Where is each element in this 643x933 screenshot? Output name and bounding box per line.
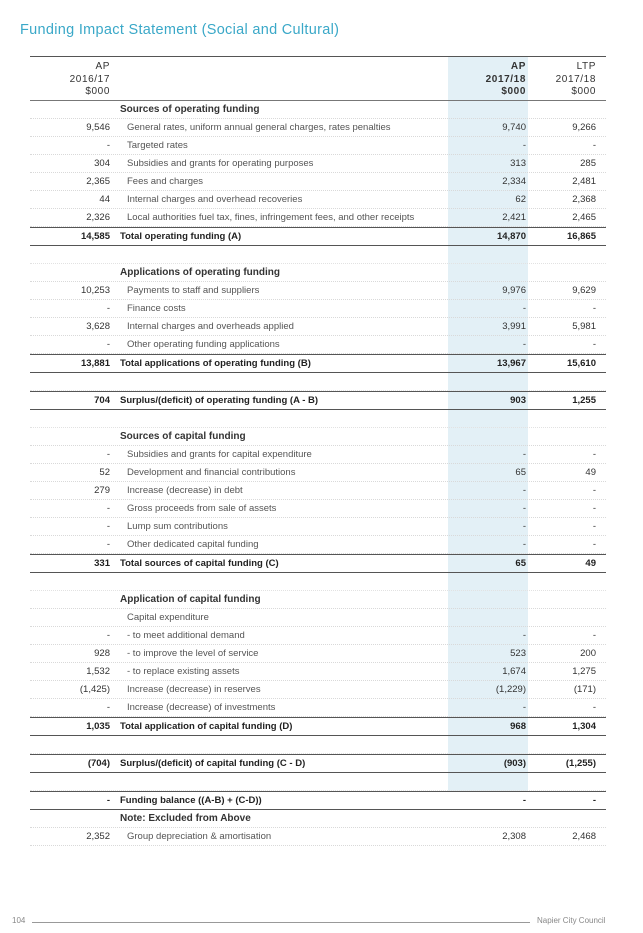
value-ltp-2017: 285: [580, 158, 596, 169]
header-line: $000: [501, 86, 526, 97]
value-ap-2016: -: [106, 449, 110, 460]
table-row-section: [30, 264, 606, 282]
value-ap-2016: -: [106, 140, 110, 151]
footer-organisation: Napier City Council: [537, 916, 606, 925]
header-col-ltp-2017: [528, 61, 596, 99]
header-line: 2016/17: [69, 73, 110, 85]
value-ltp-2017: -: [592, 702, 596, 713]
value-ap-2017: (1,229): [495, 684, 526, 695]
value-ap-2017: -: [522, 140, 526, 151]
table-row: [30, 336, 606, 354]
row-label: Increase (decrease) of investments: [127, 702, 276, 713]
value-ap-2016: -: [106, 503, 110, 514]
value-ap-2016: (1,425): [79, 684, 110, 695]
value-ap-2017: 14,870: [496, 231, 526, 242]
row-label: - to replace existing assets: [127, 666, 240, 677]
value-ap-2017: 9,976: [502, 285, 526, 296]
value-ltp-2017: 16,865: [566, 231, 596, 242]
table-row: [30, 500, 606, 518]
row-label: Capital expenditure: [127, 612, 209, 623]
row-label: Applications of operating funding: [120, 267, 280, 278]
table-row: [30, 119, 606, 137]
value-ap-2017: 3,991: [502, 321, 526, 332]
value-ap-2017: -: [522, 503, 526, 514]
header-col-ap-2016: [30, 61, 110, 99]
table-row: [30, 137, 606, 155]
row-label: Payments to staff and suppliers: [127, 285, 260, 296]
table-row: [30, 645, 606, 663]
table-row: [30, 191, 606, 209]
row-label: Sources of capital funding: [120, 431, 246, 442]
table-row-spacer: [30, 410, 606, 428]
value-ap-2017: -: [522, 485, 526, 496]
row-label: Targeted rates: [127, 140, 188, 151]
value-ltp-2017: 2,468: [572, 831, 596, 842]
table-row-spacer: [30, 246, 606, 264]
value-ap-2017: 65: [515, 558, 526, 569]
row-label: Other dedicated capital funding: [127, 539, 259, 550]
value-ap-2016: -: [106, 539, 110, 550]
value-ltp-2017: -: [592, 503, 596, 514]
table-row-total: [30, 391, 606, 410]
table-row: [30, 155, 606, 173]
value-ap-2016: 3,628: [86, 321, 110, 332]
value-ltp-2017: (1,255): [565, 758, 596, 769]
table-row-section: [30, 101, 606, 119]
table-row: [30, 282, 606, 300]
row-label: Increase (decrease) in debt: [127, 485, 243, 496]
value-ltp-2017: -: [592, 140, 596, 151]
table-row: [30, 536, 606, 554]
value-ap-2016: -: [106, 702, 110, 713]
table-row-section: [30, 810, 606, 828]
value-ltp-2017: (171): [573, 684, 596, 695]
row-label: Total sources of capital funding (C): [120, 558, 279, 569]
row-label: Local authorities fuel tax, fines, infringement fees, and other receipts: [127, 212, 415, 223]
value-ltp-2017: 200: [580, 648, 596, 659]
header-line: 2017/18: [485, 73, 526, 85]
value-ap-2016: 9,546: [86, 122, 110, 133]
value-ap-2016: -: [106, 303, 110, 314]
funding-table: [30, 101, 606, 846]
value-ap-2016: -: [106, 630, 110, 641]
table-row-total: [30, 227, 606, 246]
value-ltp-2017: 49: [585, 558, 596, 569]
table-row-total: [30, 354, 606, 373]
value-ap-2017: 523: [510, 648, 526, 659]
value-ap-2017: -: [522, 339, 526, 350]
value-ltp-2017: -: [592, 539, 596, 550]
row-label: Surplus/(deficit) of operating funding (A - B): [120, 395, 319, 406]
value-ap-2017: -: [522, 521, 526, 532]
header-line: 2017/18: [555, 73, 596, 85]
value-ltp-2017: 2,465: [572, 212, 596, 223]
value-ltp-2017: 2,481: [572, 176, 596, 187]
table-row: [30, 518, 606, 536]
header-line: AP: [95, 61, 110, 72]
value-ap-2016: 2,326: [86, 212, 110, 223]
value-ap-2016: 304: [94, 158, 110, 169]
table-row: [30, 482, 606, 500]
value-ap-2017: -: [522, 303, 526, 314]
row-label: General rates, uniform annual general charges, rates penalties: [127, 122, 391, 133]
header-line: $000: [571, 86, 596, 97]
value-ap-2016: 1,532: [86, 666, 110, 677]
value-ap-2016: -: [106, 339, 110, 350]
table-row: [30, 173, 606, 191]
row-label: Total applications of operating funding (B): [120, 358, 311, 369]
row-label: Development and financial contributions: [127, 467, 296, 478]
value-ap-2017: 62: [515, 194, 526, 205]
row-label: Funding balance ((A-B) + (C-D)): [120, 795, 262, 806]
table-row-total: [30, 717, 606, 736]
table-top-rule: [30, 56, 606, 57]
row-label: Application of capital funding: [120, 594, 261, 605]
value-ap-2017: -: [522, 795, 526, 806]
table-row: [30, 627, 606, 645]
value-ltp-2017: -: [592, 449, 596, 460]
value-ltp-2017: 9,629: [572, 285, 596, 296]
table-row: [30, 464, 606, 482]
row-label: Surplus/(deficit) of capital funding (C - D): [120, 758, 306, 769]
table-row-total: [30, 754, 606, 773]
row-label: Total operating funding (A): [120, 231, 242, 242]
table-row-spacer: [30, 373, 606, 391]
value-ap-2016: 279: [94, 485, 110, 496]
row-label: - to improve the level of service: [127, 648, 259, 659]
row-label: Subsidies and grants for capital expenditure: [127, 449, 312, 460]
value-ltp-2017: -: [592, 485, 596, 496]
value-ap-2017: 9,740: [502, 122, 526, 133]
value-ap-2016: -: [106, 795, 110, 806]
row-label: Internal charges and overhead recoveries: [127, 194, 303, 205]
value-ltp-2017: 1,304: [572, 721, 596, 732]
row-label: Note: Excluded from Above: [120, 813, 251, 824]
header-col-ap-2017: [448, 61, 526, 99]
value-ap-2017: 2,308: [502, 831, 526, 842]
value-ap-2016: 704: [94, 395, 110, 406]
table-row-total: [30, 554, 606, 573]
value-ltp-2017: 9,266: [572, 122, 596, 133]
table-row-spacer: [30, 573, 606, 591]
value-ap-2017: 313: [510, 158, 526, 169]
footer-rule: [32, 922, 530, 923]
table-row-spacer: [30, 773, 606, 791]
header-line: LTP: [576, 61, 596, 72]
table-row: [30, 446, 606, 464]
table-row-section: [30, 591, 606, 609]
row-label: Internal charges and overheads applied: [127, 321, 294, 332]
value-ap-2017: -: [522, 630, 526, 641]
row-label: Total application of capital funding (D): [120, 721, 293, 732]
value-ap-2017: 13,967: [496, 358, 526, 369]
row-label: - to meet additional demand: [127, 630, 245, 641]
table-row: [30, 663, 606, 681]
table-row: [30, 681, 606, 699]
value-ltp-2017: -: [592, 795, 596, 806]
value-ap-2016: 13,881: [80, 358, 110, 369]
value-ap-2016: 44: [99, 194, 110, 205]
table-row: [30, 318, 606, 336]
row-label: Subsidies and grants for operating purposes: [127, 158, 314, 169]
row-label: Group depreciation & amortisation: [127, 831, 272, 842]
value-ap-2017: (903): [503, 758, 526, 769]
value-ap-2017: -: [522, 449, 526, 460]
value-ltp-2017: -: [592, 521, 596, 532]
value-ap-2016: 2,352: [86, 831, 110, 842]
value-ap-2017: -: [522, 539, 526, 550]
value-ltp-2017: -: [592, 630, 596, 641]
value-ltp-2017: 2,368: [572, 194, 596, 205]
value-ap-2016: 2,365: [86, 176, 110, 187]
table-row-spacer: [30, 736, 606, 754]
value-ap-2017: 968: [510, 721, 526, 732]
table-row: [30, 209, 606, 227]
table-row-section: [30, 428, 606, 446]
row-label: Fees and charges: [127, 176, 204, 187]
value-ap-2017: 2,334: [502, 176, 526, 187]
page-title: Funding Impact Statement (Social and Cultural): [20, 22, 340, 38]
row-label: Increase (decrease) in reserves: [127, 684, 261, 695]
value-ap-2016: 14,585: [80, 231, 110, 242]
table-row-total: [30, 791, 606, 810]
row-label: Sources of operating funding: [120, 104, 260, 115]
value-ltp-2017: 1,275: [572, 666, 596, 677]
row-label: Gross proceeds from sale of assets: [127, 503, 277, 514]
value-ap-2017: -: [522, 702, 526, 713]
value-ap-2017: 2,421: [502, 212, 526, 223]
table-row: [30, 609, 606, 627]
value-ap-2016: 52: [99, 467, 110, 478]
value-ltp-2017: 15,610: [566, 358, 596, 369]
table-row: [30, 300, 606, 318]
value-ltp-2017: 5,981: [572, 321, 596, 332]
table-row: [30, 828, 606, 846]
value-ltp-2017: 49: [585, 467, 596, 478]
value-ap-2017: 65: [515, 467, 526, 478]
value-ltp-2017: -: [592, 303, 596, 314]
value-ltp-2017: 1,255: [572, 395, 596, 406]
header-line: AP: [510, 61, 526, 72]
table-row: [30, 699, 606, 717]
value-ap-2017: 903: [510, 395, 526, 406]
value-ap-2016: 331: [94, 558, 110, 569]
value-ap-2016: 1,035: [86, 721, 110, 732]
value-ap-2016: 928: [94, 648, 110, 659]
header-line: $000: [85, 86, 110, 97]
row-label: Lump sum contributions: [127, 521, 228, 532]
value-ap-2017: 1,674: [502, 666, 526, 677]
page-number: 104: [12, 916, 26, 925]
row-label: Finance costs: [127, 303, 186, 314]
value-ltp-2017: -: [592, 339, 596, 350]
row-label: Other operating funding applications: [127, 339, 280, 350]
value-ap-2016: -: [106, 521, 110, 532]
value-ap-2016: 10,253: [80, 285, 110, 296]
value-ap-2016: (704): [87, 758, 110, 769]
